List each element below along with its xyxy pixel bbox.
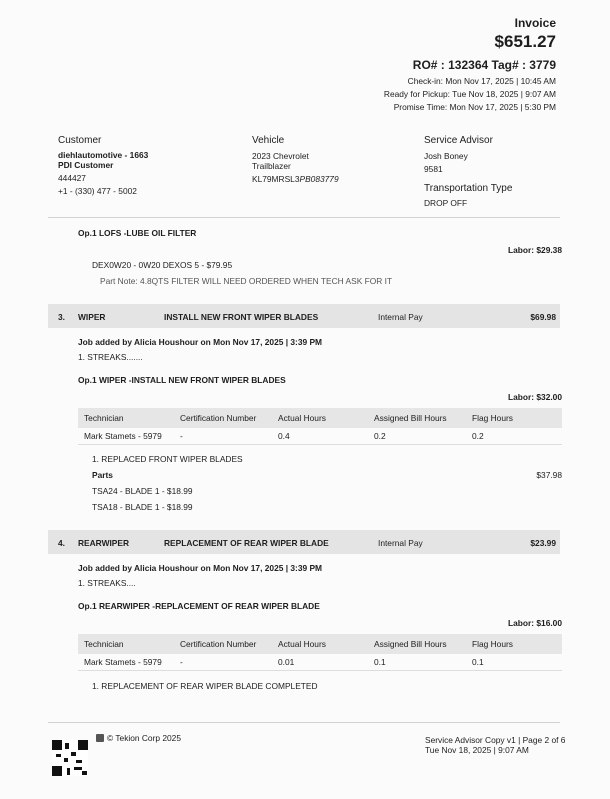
job-4-added-by: Job added by Alicia Houshour on Mon Nov 17, 2025 | 3:39 PM (78, 563, 323, 573)
table-header-flag-hours: Flag Hours (472, 639, 513, 649)
op-lofs-title (78, 228, 196, 238)
vin-prefix: KL79MRSL3 (252, 174, 300, 184)
job-4-pay-type: Internal Pay (378, 538, 423, 548)
customer-type: PDI Customer (58, 160, 114, 170)
table-header-assigned-hours: Assigned Bill Hours (374, 413, 447, 423)
job-4-correction: 1. REPLACEMENT OF REAR WIPER BLADE COMPLETED (92, 681, 318, 691)
transportation-heading: Transportation Type (424, 183, 513, 194)
tekion-logo-icon (96, 734, 104, 742)
table-cell-certification: - (180, 657, 183, 667)
table-cell-certification: - (180, 431, 183, 441)
table-header-flag-hours: Flag Hours (472, 413, 513, 423)
job-4-op-title: Op.1 REARWIPER -REPLACEMENT OF REAR WIPER BLADE (78, 601, 320, 611)
table-cell-technician: Mark Stamets - 5979 (84, 657, 162, 667)
table-header-technician: Technician (84, 639, 124, 649)
vehicle-heading: Vehicle (252, 135, 285, 146)
table-row-divider (78, 444, 562, 445)
table-header-certification: Certification Number (180, 413, 257, 423)
job-4-labor: Labor: $16.00 (508, 618, 562, 628)
customer-id: 444427 (58, 173, 86, 183)
table-header-technician: Technician (84, 413, 124, 423)
section-divider (48, 217, 560, 218)
table-cell-flag-hours: 0.1 (472, 657, 484, 667)
check-in-time: Check-in: Mon Nov 17, 2025 | 10:45 AM (407, 76, 556, 86)
promise-time: Promise Time: Mon Nov 17, 2025 | 5:30 PM (393, 102, 556, 112)
job-3-description: INSTALL NEW FRONT WIPER BLADES (164, 312, 319, 322)
job-4-concern: 1. STREAKS.... (78, 578, 136, 588)
vin-suffix: PB083779 (299, 174, 339, 184)
customer-heading: Customer (58, 135, 102, 146)
job-4-code: REARWIPER (78, 538, 130, 548)
customer-name: diehlautomotive - 1663 (58, 150, 149, 160)
job-3-concern: 1. STREAKS....... (78, 352, 143, 362)
table-cell-assigned-hours: 0.2 (374, 431, 386, 441)
table-header-actual-hours: Actual Hours (278, 639, 326, 649)
job-4-amount: $23.99 (530, 538, 556, 548)
vehicle-model: Trailblazer (252, 161, 291, 171)
service-advisor-id: 9581 (424, 164, 443, 174)
table-row-divider (78, 670, 562, 671)
footer-copy-page: Service Advisor Copy v1 | Page 2 of 6 (425, 735, 566, 745)
job-3-labor: Labor: $32.00 (508, 392, 562, 402)
footer-brand: © Tekion Corp 2025 (107, 733, 181, 743)
invoice-total: $651.27 (494, 32, 556, 51)
job-3-correction: 1. REPLACED FRONT WIPER BLADES (92, 454, 243, 464)
table-cell-technician: Mark Stamets - 5979 (84, 431, 162, 441)
table-header-actual-hours: Actual Hours (278, 413, 326, 423)
op-lofs-labor: Labor: $29.38 (508, 245, 562, 255)
transportation-value: DROP OFF (424, 198, 468, 208)
job-3-code: WIPER (78, 312, 106, 322)
job-3-number: 3. (58, 312, 65, 322)
job-3-parts-total: $37.98 (536, 470, 562, 480)
job-4-number: 4. (58, 538, 65, 548)
service-advisor-name: Josh Boney (424, 151, 468, 161)
table-cell-actual-hours: 0.4 (278, 431, 290, 441)
table-cell-assigned-hours: 0.1 (374, 657, 386, 667)
customer-phone: +1 - (330) 477 - 5002 (58, 186, 137, 196)
op-lofs-part-note: Part Note: 4.8QTS FILTER WILL NEED ORDERED WHEN TECH ASK FOR IT (100, 276, 393, 286)
table-header-certification: Certification Number (180, 639, 257, 649)
job-3-op-title: Op.1 WIPER -INSTALL NEW FRONT WIPER BLADES (78, 375, 286, 385)
qr-code (52, 740, 88, 776)
job-3-part-2: TSA18 - BLADE 1 - $18.99 (92, 502, 193, 512)
op-lofs-part-line: DEX0W20 - 0W20 DEXOS 5 - $79.95 (92, 260, 233, 270)
job-3-added-by: Job added by Alicia Houshour on Mon Nov 17, 2025 | 3:39 PM (78, 337, 323, 347)
job-3-part-1: TSA24 - BLADE 1 - $18.99 (92, 486, 193, 496)
job-4-description: REPLACEMENT OF REAR WIPER BLADE (164, 538, 329, 548)
document-title: Invoice (514, 16, 556, 30)
ready-for-pickup-time: Ready for Pickup: Tue Nov 18, 2025 | 9:07 AM (383, 89, 556, 99)
job-3-amount: $69.98 (530, 312, 556, 322)
op-lofs-title-text: Op.1 LOFS -LUBE OIL FILTER (78, 228, 197, 238)
footer-divider (48, 722, 560, 723)
table-cell-actual-hours: 0.01 (278, 657, 295, 667)
footer-printed-time: Tue Nov 18, 2025 | 9:07 AM (425, 745, 529, 755)
service-advisor-heading: Service Advisor (424, 135, 493, 146)
vehicle-vin (252, 174, 339, 184)
vehicle-year-make: 2023 Chevrolet (252, 151, 309, 161)
table-cell-flag-hours: 0.2 (472, 431, 484, 441)
job-3-pay-type: Internal Pay (378, 312, 423, 322)
ro-tag-number: RO# : 132364 Tag# : 3779 (412, 58, 556, 72)
job-3-parts-label: Parts (92, 470, 113, 480)
table-header-assigned-hours: Assigned Bill Hours (374, 639, 447, 649)
